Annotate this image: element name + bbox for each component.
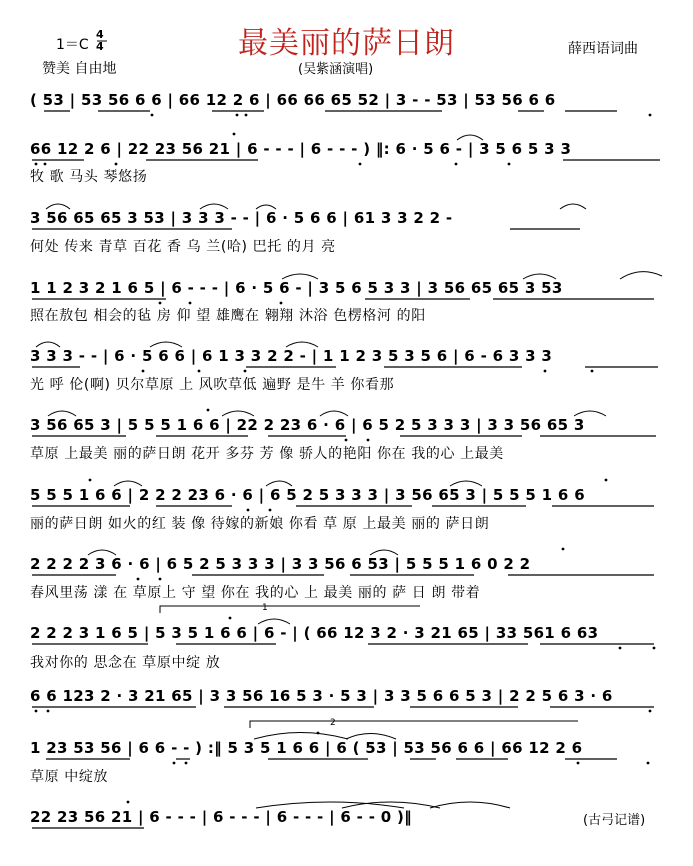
notation-line-4: 1 1 2 3 2 1 6 5 | 6 - - - | 6 · 5 6 - | 3 5 6 5 3 3 | 3 56 65 65 3 53	[30, 279, 563, 297]
notation-line-7: 5 5 5 1 6 6 | 2 2 2 23 6 · 6 | 6 5 2 5 3 3 3 | 3 56 65 3 | 5 5 5 1 6 6	[30, 486, 585, 504]
meter-top: 4	[96, 28, 104, 41]
composer-credit: 薛西语词曲	[568, 41, 638, 57]
svg-text:2: 2	[330, 718, 336, 728]
beam-lines	[32, 111, 660, 828]
notation-line-10: 6 6 123 2 · 3 21 65 | 3 3 56 16 5 3 · 5 3 | 3 3 5 6 6 5 3 | 2 2 5 6 3 · 6	[30, 687, 613, 705]
notation-line-3: 3 56 65 65 3 53 | 3 3 3 - - | 6 · 5 6 6 | 61 3 3 2 2 -	[30, 209, 453, 227]
lyrics-line-6: 草原 上最美 丽的萨日朗 花开 多芬 芳 像 骄人的艳阳 你在 我的心 上最美	[30, 446, 504, 462]
transcriber-credit: (古弓记谱)	[583, 813, 646, 828]
lyrics-line-7: 丽的萨日朗 如火的红 装 像 待嫁的新娘 你看 草 原 上最美 丽的 萨日朗	[30, 516, 490, 532]
notation-line-9: 2 2 2 3 1 6 5 | 5 3 5 1 6 6 | 6 - | ( 66 12 3 2 · 3 21 65 | 33 561 6 63	[30, 624, 599, 642]
notation-line-12: 22 23 56 21 | 6 - - - | 6 - - - | 6 - - - | 6 - - 0 )‖	[30, 808, 412, 826]
octave-dots	[35, 114, 656, 804]
singer-credit: (吴紫涵演唱)	[298, 62, 374, 77]
meter-bottom: 4	[96, 40, 104, 53]
lyrics-line-8: 春风里荡 漾 在 草原上 守 望 你在 我的心 上 最美 丽的 萨 日 朗 带着	[30, 585, 481, 601]
volta-numbers	[262, 603, 336, 728]
notation-line-1: ( 53 | 53 56 6 6 | 66 12 2 6 | 66 66 65 52 | 3 - - 53 | 53 56 6 6	[30, 91, 556, 109]
lyrics-line-2: 牧 歌 马头 琴悠扬	[30, 169, 148, 185]
song-title: 最美丽的萨日朗	[238, 26, 455, 61]
notation-line-5: 3 3 3 - - | 6 · 5 6 6 | 6 1 3 3 2 2 - | 1 1 2 3 5 3 5 6 | 6 - 6 3 3 3	[30, 347, 553, 365]
notation-line-2: 66 12 2 6 | 22 23 56 21 | 6 - - - | 6 - - - ) ‖: 6 · 5 6 - | 3 5 6 5 3 3	[30, 140, 572, 158]
volta-brackets	[160, 606, 578, 728]
svg-text:1: 1	[262, 603, 268, 613]
notation-line-8: 2 2 2 2 3 6 · 6 | 6 5 2 5 3 3 3 | 3 3 56 6 53 | 5 5 5 1 6 0 2 2	[30, 555, 531, 573]
lyrics-line-5: 光 呼 伦(啊) 贝尔草原 上 风吹草低 遍野 是牛 羊 你看那	[30, 377, 395, 393]
tempo-marking: 赞美 自由地	[42, 61, 117, 77]
lyrics-line-3: 何处 传来 青草 百花 香 乌 兰(哈) 巴托 的月 亮	[30, 239, 336, 255]
notation-line-6: 3 56 65 3 | 5 5 5 1 6 6 | 22 2 23 6 · 6 | 6 5 2 5 3 3 3 | 3 3 56 65 3	[30, 416, 585, 434]
lyrics-line-9: 我对你的 思念在 草原中绽 放	[30, 655, 221, 671]
notation-line-11: 1 23 53 56 | 6 6 - - ) :‖ 5 3 5 1 6 6 | 6 ( 53 | 53 56 6 6 | 66 12 2 6	[30, 739, 583, 757]
key-signature: 1＝C	[56, 37, 89, 53]
lyrics-line-11: 草原 中绽放	[30, 769, 109, 785]
lyrics-line-4: 照在敖包 相会的毡 房 仰 望 雄鹰在 翱翔 沐浴 色楞格河 的阳	[30, 308, 426, 324]
